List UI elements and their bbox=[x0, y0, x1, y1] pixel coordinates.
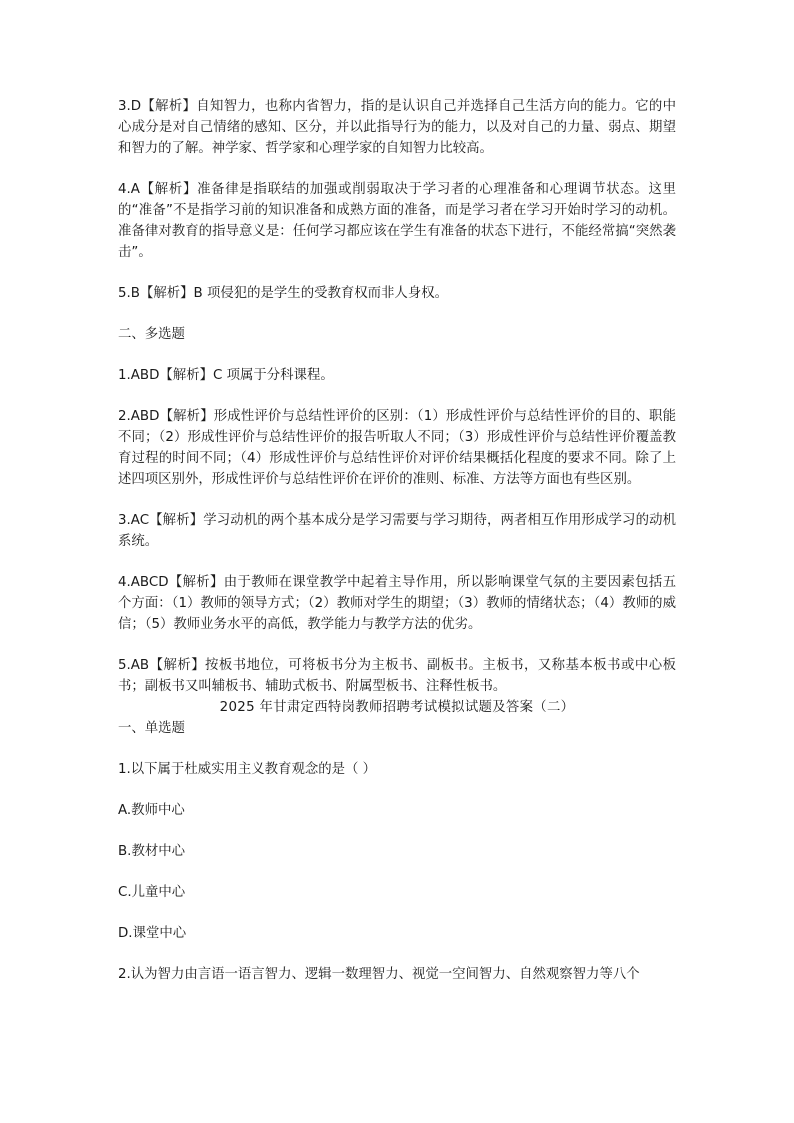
section-heading-single-choice: 一、单选题 bbox=[118, 721, 185, 736]
question-1-stem: 1.以下属于杜威实用主义教育观念的是（ ） bbox=[118, 762, 377, 777]
document-page bbox=[118, 96, 676, 1005]
question-1-option-c: C.儿童中心 bbox=[118, 885, 186, 900]
document-title: 2025 年甘肃定西特岗教师招聘考试模拟试题及答案（二） bbox=[219, 700, 575, 715]
multi-answer-4: 4.ABCD【解析】由于教师在课堂教学中起着主导作用，所以影响课堂气氛的主要因素包括五个方面：（1）教师的领导方式；（2）教师对学生的期望；（3）教师的情绪状态；（4）教师的威信；（5）教师业务水平的高低，教学能力与教学方法的优劣。 bbox=[118, 575, 676, 632]
multi-answer-3: 3.AC【解析】学习动机的两个基本成分是学习需要与学习期待，两者相互作用形成学习的动机系统。 bbox=[118, 513, 676, 549]
question-1-option-b: B.教材中心 bbox=[118, 844, 186, 859]
answer-5: 5.B【解析】B 项侵犯的是学生的受教育权而非人身权。 bbox=[118, 286, 448, 301]
multi-answer-1: 1.ABD【解析】C 项属于分科课程。 bbox=[118, 368, 334, 383]
question-1-option-d: D.课堂中心 bbox=[118, 926, 187, 941]
question-2-stem: 2.认为智力由言语一语言智力、逻辑一数理智力、视觉一空间智力、自然观察智力等八个 bbox=[118, 967, 640, 982]
section-heading-multiple-choice: 二、多选题 bbox=[118, 327, 185, 342]
answer-3: 3.D【解析】自知智力，也称内省智力，指的是认识自己并选择自己生活方向的能力。它的中心成分是对自己情绪的感知、区分，并以此指导行为的能力，以及对自己的力量、弱点、期望和智力的了解。神学家、哲学家和心理学家的自知智力比较高。 bbox=[118, 99, 676, 156]
multi-answer-2: 2.ABD【解析】形成性评价与总结性评价的区别：（1）形成性评价与总结性评价的目的、职能不同；（2）形成性评价与总结性评价的报告听取人不同；（3）形成性评价与总结性评价覆盖教育过程的时间不同；（4）形成性评价与总结性评价对评价结果概括化程度的要求不同。除了上述四项区别外，形成性评价与总结性评价在评价的准则、标准、方法等方面也有些区别。 bbox=[118, 409, 676, 487]
answer-4: 4.A【解析】准备律是指联结的加强或削弱取决于学习者的心理准备和心理调节状态。这里的“准备”不是指学习前的知识准备和成熟方面的准备，而是学习者在学习开始时学习的动机。准备律对教育的指导意义是：任何学习都应该在学生有准备的状态下进行，不能经常搞“突然袭击”。 bbox=[118, 182, 676, 260]
question-1-option-a: A.教师中心 bbox=[118, 803, 185, 818]
multi-answer-5: 5.AB【解析】按板书地位，可将板书分为主板书、副板书。主板书，又称基本板书或中心板书；副板书又叫辅板书、辅助式板书、附属型板书、注释性板书。 bbox=[118, 658, 676, 694]
